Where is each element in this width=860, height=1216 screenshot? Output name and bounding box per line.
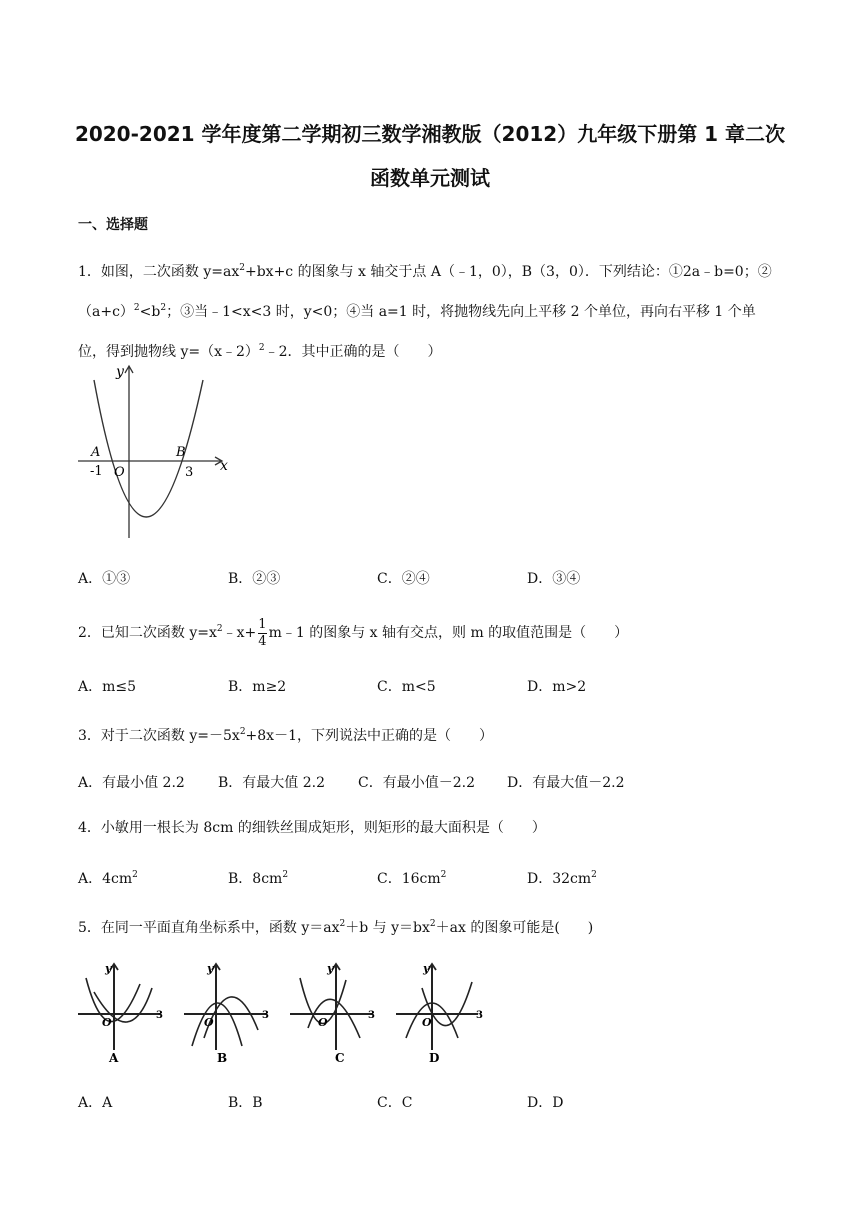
svg-text:y: y (105, 962, 112, 975)
section-heading: 一、选择题 (78, 217, 148, 233)
q1-option-b[interactable]: B．②③ (228, 571, 281, 587)
question-5: 5．在同一平面直角坐标系中，函数 $y=ax^2+b$ 与 $y=bx^2+ax$ 的图象可能是( ) (78, 919, 594, 936)
q2-option-b[interactable]: B．m≥2 (228, 679, 287, 695)
q3-options (78, 772, 783, 796)
q5-option-d[interactable]: D．D (527, 1095, 564, 1111)
q1-label-A: A (91, 445, 101, 460)
q1-text-a: 1．如图，二次函数 y=ax (78, 264, 240, 280)
svg-text:3: 3 (368, 1010, 375, 1021)
q1-text-e: ；③当﹣1<x<3 时，y<0；④当 a=1 时，将抛物线先向上平移 2 个单位，再向右平移 1 个单 (166, 304, 756, 320)
q2-option-d[interactable]: D．m>2 (527, 679, 587, 695)
q4-option-b[interactable]: B．$8cm^2$ (228, 870, 289, 887)
q3-option-c[interactable]: C．有最小值－2.2 (358, 775, 475, 791)
q4-option-a[interactable]: A．$4cm^2$ (78, 870, 138, 887)
q1-label-neg1: -1 (90, 464, 103, 479)
q2-options (78, 676, 783, 700)
svg-text:y: y (423, 962, 430, 975)
q2-option-a[interactable]: A．m≤5 (78, 679, 137, 695)
q3-option-a[interactable]: A．有最小值 2.2 (78, 775, 185, 791)
q5-option-a[interactable]: A．A (78, 1095, 113, 1111)
q1-text-d: <b (139, 304, 161, 320)
q1-text-b: +bx+c 的图象与 x 轴交于点 A（﹣1，0），B（3，0）．下列结论：①2a﹣b=0；② (244, 264, 772, 280)
q1-text-g: ﹣2．其中正确的是（ ） (264, 344, 442, 360)
q2-option-c[interactable]: C．m<5 (377, 679, 436, 695)
q3-option-b[interactable]: B．有最大值 2.2 (218, 775, 326, 791)
q1-parabola-figure (74, 362, 234, 542)
q1-label-3: 3 (185, 465, 194, 480)
page-title-line2: 函数单元测试 (370, 166, 490, 190)
q5-options (78, 1092, 783, 1116)
svg-text:3: 3 (476, 1010, 483, 1021)
q1-parabola-curve (94, 380, 203, 517)
svg-text:O: O (204, 1016, 214, 1029)
question-2: 2．已知二次函数 $y=x^2﹣x+$ $\frac{1}{4}$ m﹣1 的图象与 x 轴有交点，则 m 的取值范围是（ ） (78, 616, 629, 649)
q5-graph-c (290, 962, 375, 1065)
q1-options (78, 568, 783, 592)
q4-options (78, 868, 783, 892)
question-1: 1．如图，二次函数 $y=ax^2+bx+c$ 的图象与 x 轴交于点 A（﹣1，0），B（3，0）．下列结论：①2a﹣b=0；$②(a+c)^2<b^2$；③当﹣1<x<3 时，y<0；④当 a=1 时，将抛物线先向上平移 2 个单位，再向右平移 1 个单位，得到抛物线 y=（x﹣2）$^2$﹣2．其中正确的是（ ） (78, 263, 772, 360)
svg-text:3: 3 (156, 1010, 163, 1021)
svg-text:O: O (318, 1016, 328, 1029)
question-3: 3．对于二次函数 $y=-5x^2+8x-1$，下列说法中正确的是（ ） (78, 727, 493, 744)
svg-text:3: 3 (262, 1010, 269, 1021)
svg-text:y: y (207, 962, 214, 975)
q1-label-B: B (176, 445, 186, 460)
svg-text:B: B (217, 1051, 228, 1065)
svg-text:D: D (429, 1051, 440, 1065)
page-title-line1: 2020-2021 学年度第二学期初三数学湘教版（2012）九年级下册第 1 章二次 (74, 122, 786, 146)
q1-option-d[interactable]: D．③④ (527, 571, 581, 587)
svg-text:C: C (335, 1051, 345, 1065)
q1-label-x: x (220, 458, 228, 474)
q1-text-f: 位，得到抛物线 y=（x﹣2） (78, 344, 259, 360)
question-4: 4．小敏用一根长为 8cm 的细铁丝围成矩形，则矩形的最大面积是（ ） (78, 820, 546, 836)
q4-option-d[interactable]: D．$32cm^2$ (527, 870, 597, 887)
svg-text:y: y (327, 962, 334, 975)
q5-graph-d (396, 962, 483, 1065)
q4-option-c[interactable]: C．$16cm^2$ (377, 870, 447, 887)
q3-option-d[interactable]: D．有最大值－2.2 (507, 775, 625, 791)
svg-text:O: O (422, 1016, 432, 1029)
q1-label-O: O (114, 465, 125, 480)
q1-label-y: y (116, 364, 124, 380)
q1-text-c: （a+c） (78, 304, 134, 320)
q2-fraction: $\frac{1}{4}$ (258, 616, 267, 649)
q1-option-a[interactable]: A．①③ (78, 571, 131, 587)
svg-text:A: A (109, 1051, 119, 1065)
q5-graph-a (78, 962, 163, 1065)
q1-option-c[interactable]: C．②④ (377, 571, 430, 587)
q5-graph-b (184, 962, 269, 1065)
q5-option-b[interactable]: B．B (228, 1095, 263, 1111)
svg-text:O: O (102, 1016, 112, 1029)
q5-option-c[interactable]: C．C (377, 1095, 413, 1111)
q5-graphs-figure (74, 958, 504, 1068)
